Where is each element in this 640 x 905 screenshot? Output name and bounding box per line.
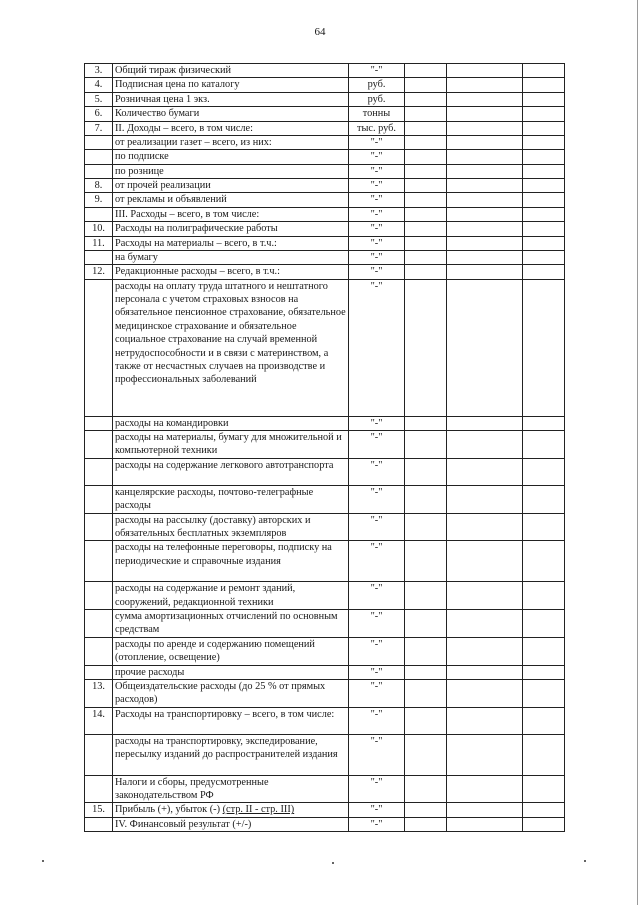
empty-value-cell xyxy=(447,803,523,817)
empty-value-cell xyxy=(405,135,447,149)
row-unit-cell: "-" xyxy=(349,734,405,775)
empty-value-cell xyxy=(523,416,565,430)
row-description-cell xyxy=(113,236,349,250)
row-description: от реализации газет – всего, из них: xyxy=(115,136,272,148)
row-description-cell xyxy=(113,431,349,459)
empty-value-cell xyxy=(447,679,523,707)
row-unit-cell: "-" xyxy=(349,250,405,264)
row-description: расходы на содержание и ремонт зданий, сооружений, редакционной техники xyxy=(115,583,296,608)
row-number-cell xyxy=(85,164,113,178)
row-description: прочие расходы xyxy=(115,666,185,678)
empty-value-cell xyxy=(405,431,447,459)
row-unit-cell: руб. xyxy=(349,78,405,92)
scan-speck xyxy=(584,860,586,862)
empty-value-cell xyxy=(405,775,447,803)
empty-value-cell xyxy=(405,279,447,416)
row-description: Прибыль (+), убыток (-) xyxy=(115,804,223,816)
table-row xyxy=(85,78,565,92)
empty-value-cell xyxy=(523,458,565,485)
empty-value-cell xyxy=(523,250,565,264)
empty-value-cell xyxy=(523,150,565,164)
row-description: IV. Финансовый результат (+/-) xyxy=(115,818,252,830)
row-number-cell xyxy=(85,775,113,803)
row-description: по подписке xyxy=(115,151,169,163)
row-unit-cell: тонны xyxy=(349,107,405,121)
empty-value-cell xyxy=(405,150,447,164)
row-unit-cell: "-" xyxy=(349,64,405,78)
row-description-cell xyxy=(113,207,349,221)
empty-value-cell xyxy=(523,817,565,831)
table-row xyxy=(85,265,565,279)
row-description-cell xyxy=(113,637,349,665)
row-description-cell xyxy=(113,775,349,803)
row-description: расходы на материалы, бумагу для множительной и компьютерной техники xyxy=(115,432,342,457)
empty-value-cell xyxy=(405,485,447,513)
row-description-cell xyxy=(113,665,349,679)
row-number-cell xyxy=(85,637,113,665)
row-number-cell xyxy=(85,610,113,638)
empty-value-cell xyxy=(405,179,447,193)
row-number-cell xyxy=(85,485,113,513)
row-unit-cell: "-" xyxy=(349,207,405,221)
row-description-cell xyxy=(113,164,349,178)
empty-value-cell xyxy=(447,64,523,78)
empty-value-cell xyxy=(447,236,523,250)
table-row xyxy=(85,207,565,221)
row-description: сумма амортизационных отчислений по основным средствам xyxy=(115,611,338,636)
table-row xyxy=(85,485,565,513)
table-row xyxy=(85,817,565,831)
row-description: Подписная цена по каталогу xyxy=(115,79,240,91)
row-description: расходы на транспортировку, экспедирование, пересылку изданий до распространителей издания xyxy=(115,735,338,760)
empty-value-cell xyxy=(405,193,447,207)
table-row xyxy=(85,637,565,665)
row-description: расходы на телефонные переговоры, подписку на периодические и справочные издания xyxy=(115,542,332,567)
row-description: расходы на рассылку (доставку) авторских и обязательных бесплатных экземпляров xyxy=(115,514,311,539)
row-number-cell xyxy=(85,135,113,149)
row-description-cell xyxy=(113,64,349,78)
table-row xyxy=(85,416,565,430)
row-description-cell xyxy=(113,250,349,264)
row-description: III. Расходы – всего, в том числе: xyxy=(115,208,260,220)
table-row xyxy=(85,707,565,734)
row-description-cell xyxy=(113,279,349,416)
row-unit-cell: "-" xyxy=(349,431,405,459)
empty-value-cell xyxy=(405,265,447,279)
empty-value-cell xyxy=(523,734,565,775)
row-description-cell xyxy=(113,458,349,485)
empty-value-cell xyxy=(405,817,447,831)
row-description: от прочей реализации xyxy=(115,180,211,191)
table-row xyxy=(85,431,565,459)
scan-speck xyxy=(42,860,44,862)
row-number-cell xyxy=(85,207,113,221)
row-description: Общеиздательские расходы (до 25 % от прямых расходов) xyxy=(115,680,326,706)
row-unit-cell: "-" xyxy=(349,817,405,831)
row-number-cell xyxy=(85,665,113,679)
empty-value-cell xyxy=(447,78,523,92)
table-row xyxy=(85,236,565,250)
empty-value-cell xyxy=(405,207,447,221)
table-row xyxy=(85,775,565,803)
row-unit-cell: "-" xyxy=(349,775,405,803)
empty-value-cell xyxy=(405,416,447,430)
empty-value-cell xyxy=(405,707,447,734)
row-description: расходы на командировки xyxy=(115,417,229,429)
row-unit-cell: "-" xyxy=(349,135,405,149)
empty-value-cell xyxy=(523,265,565,279)
table-row xyxy=(85,513,565,541)
row-description-cell xyxy=(113,707,349,734)
empty-value-cell xyxy=(405,610,447,638)
row-number-cell xyxy=(85,734,113,775)
row-unit-cell: "-" xyxy=(349,416,405,430)
empty-value-cell xyxy=(523,775,565,803)
row-unit-cell: "-" xyxy=(349,164,405,178)
empty-value-cell xyxy=(405,164,447,178)
row-description: Расходы на полиграфические работы xyxy=(115,223,278,235)
empty-value-cell xyxy=(405,64,447,78)
row-unit-cell: "-" xyxy=(349,679,405,707)
row-number-cell xyxy=(85,513,113,541)
empty-value-cell xyxy=(523,179,565,193)
row-number-cell: 9. xyxy=(85,193,113,207)
empty-value-cell xyxy=(405,582,447,610)
row-unit-cell: "-" xyxy=(349,179,405,193)
empty-value-cell xyxy=(523,541,565,582)
table-row xyxy=(85,92,565,106)
row-unit-cell: "-" xyxy=(349,665,405,679)
row-description-cell xyxy=(113,610,349,638)
row-number-cell xyxy=(85,458,113,485)
row-description: расходы на содержание легкового автотранспорта xyxy=(115,459,334,471)
empty-value-cell xyxy=(447,164,523,178)
empty-value-cell xyxy=(447,250,523,264)
empty-value-cell xyxy=(523,207,565,221)
row-description-cell xyxy=(113,135,349,149)
row-number-cell: 14. xyxy=(85,707,113,734)
empty-value-cell xyxy=(405,513,447,541)
row-description: по рознице xyxy=(115,165,164,177)
empty-value-cell xyxy=(405,222,447,236)
row-description-formula: (стр. II - стр. III) xyxy=(222,804,295,816)
row-number-cell xyxy=(85,817,113,831)
empty-value-cell xyxy=(523,222,565,236)
row-number-cell: 8. xyxy=(85,179,113,193)
table-row xyxy=(85,541,565,582)
empty-value-cell xyxy=(523,610,565,638)
table-row xyxy=(85,582,565,610)
empty-value-cell xyxy=(523,485,565,513)
table-row xyxy=(85,665,565,679)
row-description: канцелярские расходы, почтово-телеграфные расходы xyxy=(115,486,314,512)
empty-value-cell xyxy=(523,637,565,665)
table-row xyxy=(85,279,565,416)
empty-value-cell xyxy=(447,665,523,679)
empty-value-cell xyxy=(447,734,523,775)
empty-value-cell xyxy=(405,734,447,775)
row-unit-cell: тыс. руб. xyxy=(349,121,405,135)
empty-value-cell xyxy=(405,121,447,135)
empty-value-cell xyxy=(405,236,447,250)
row-description-cell xyxy=(113,817,349,831)
page-number: 64 xyxy=(314,26,326,38)
empty-value-cell xyxy=(405,637,447,665)
row-unit-cell: "-" xyxy=(349,265,405,279)
empty-value-cell xyxy=(447,610,523,638)
table-row xyxy=(85,150,565,164)
row-description-cell xyxy=(113,734,349,775)
row-number-cell xyxy=(85,582,113,610)
row-description: II. Доходы – всего, в том числе: xyxy=(115,122,253,134)
empty-value-cell xyxy=(447,279,523,416)
row-number-cell: 4. xyxy=(85,78,113,92)
empty-value-cell xyxy=(447,458,523,485)
row-description: Розничная цена 1 экз. xyxy=(115,93,210,105)
empty-value-cell xyxy=(447,431,523,459)
row-description: Общий тираж физический xyxy=(115,65,231,76)
empty-value-cell xyxy=(405,679,447,707)
table-row xyxy=(85,458,565,485)
empty-value-cell xyxy=(523,679,565,707)
row-unit-cell: "-" xyxy=(349,513,405,541)
empty-value-cell xyxy=(447,150,523,164)
empty-value-cell xyxy=(447,637,523,665)
table-row xyxy=(85,135,565,149)
empty-value-cell xyxy=(405,78,447,92)
row-unit-cell: "-" xyxy=(349,485,405,513)
empty-value-cell xyxy=(523,431,565,459)
empty-value-cell xyxy=(447,775,523,803)
empty-value-cell xyxy=(523,107,565,121)
row-unit-cell: "-" xyxy=(349,222,405,236)
row-description: расходы по аренде и содержанию помещений (отопление, освещение) xyxy=(115,638,315,664)
empty-value-cell xyxy=(405,107,447,121)
row-description: Количество бумаги xyxy=(115,108,200,120)
row-number-cell: 12. xyxy=(85,265,113,279)
row-number-cell: 11. xyxy=(85,236,113,250)
row-description-cell xyxy=(113,541,349,582)
row-number-cell xyxy=(85,150,113,164)
row-description-cell xyxy=(113,679,349,707)
table-row xyxy=(85,193,565,207)
empty-value-cell xyxy=(447,193,523,207)
row-number-cell xyxy=(85,250,113,264)
empty-value-cell xyxy=(447,207,523,221)
table-row xyxy=(85,734,565,775)
row-number-cell: 13. xyxy=(85,679,113,707)
row-description: расходы на оплату труда штатного и нештатного персонала с учетом страховых взносов на обязательное пенсионное страхование, обязательное медицинское страхование и обязательное социальное страхование на случай временной нетрудоспособности и в связи с материнством, а также от несчастных случаев на производстве и профессиональных заболеваний xyxy=(115,280,346,386)
row-unit-cell: "-" xyxy=(349,582,405,610)
empty-value-cell xyxy=(523,582,565,610)
empty-value-cell xyxy=(447,92,523,106)
empty-value-cell xyxy=(405,92,447,106)
row-description-cell xyxy=(113,416,349,430)
row-number-cell xyxy=(85,541,113,582)
row-description-cell xyxy=(113,121,349,135)
empty-value-cell xyxy=(523,78,565,92)
row-number-cell: 15. xyxy=(85,803,113,817)
empty-value-cell xyxy=(447,485,523,513)
empty-value-cell xyxy=(523,193,565,207)
financial-plan-table xyxy=(84,63,565,832)
empty-value-cell xyxy=(405,803,447,817)
row-description-cell xyxy=(113,179,349,193)
table-row xyxy=(85,803,565,817)
row-number-cell: 10. xyxy=(85,222,113,236)
row-description-cell xyxy=(113,193,349,207)
row-description-cell xyxy=(113,513,349,541)
empty-value-cell xyxy=(523,135,565,149)
row-description-cell xyxy=(113,92,349,106)
table-row xyxy=(85,107,565,121)
empty-value-cell xyxy=(405,250,447,264)
row-unit-cell: "-" xyxy=(349,279,405,416)
row-description-cell xyxy=(113,78,349,92)
table-row xyxy=(85,610,565,638)
row-description-cell xyxy=(113,265,349,279)
row-description: от рекламы и объявлений xyxy=(115,194,227,206)
table-row xyxy=(85,179,565,193)
empty-value-cell xyxy=(523,707,565,734)
empty-value-cell xyxy=(447,817,523,831)
empty-value-cell xyxy=(523,64,565,78)
empty-value-cell xyxy=(447,582,523,610)
row-unit-cell: "-" xyxy=(349,803,405,817)
empty-value-cell xyxy=(523,121,565,135)
empty-value-cell xyxy=(523,803,565,817)
empty-value-cell xyxy=(523,236,565,250)
row-number-cell: 5. xyxy=(85,92,113,106)
empty-value-cell xyxy=(447,222,523,236)
empty-value-cell xyxy=(523,513,565,541)
row-description-cell xyxy=(113,582,349,610)
row-description-cell xyxy=(113,222,349,236)
row-unit-cell: "-" xyxy=(349,637,405,665)
row-description-cell xyxy=(113,485,349,513)
row-description: Редакционные расходы – всего, в т.ч.: xyxy=(115,266,280,278)
table-row xyxy=(85,679,565,707)
empty-value-cell xyxy=(447,179,523,193)
empty-value-cell xyxy=(405,458,447,485)
row-unit-cell: "-" xyxy=(349,707,405,734)
row-description: Налоги и сборы, предусмотренные законодательством РФ xyxy=(115,776,269,801)
empty-value-cell xyxy=(523,164,565,178)
row-number-cell xyxy=(85,431,113,459)
empty-value-cell xyxy=(405,541,447,582)
empty-value-cell xyxy=(523,665,565,679)
row-unit-cell: "-" xyxy=(349,150,405,164)
row-description-cell xyxy=(113,150,349,164)
empty-value-cell xyxy=(447,416,523,430)
row-description: Расходы на материалы – всего, в т.ч.: xyxy=(115,237,277,249)
table-row xyxy=(85,121,565,135)
empty-value-cell xyxy=(447,107,523,121)
empty-value-cell xyxy=(523,92,565,106)
row-number-cell: 7. xyxy=(85,121,113,135)
empty-value-cell xyxy=(447,265,523,279)
empty-value-cell xyxy=(447,121,523,135)
row-number-cell xyxy=(85,416,113,430)
empty-value-cell xyxy=(447,541,523,582)
empty-value-cell xyxy=(447,135,523,149)
table-row xyxy=(85,164,565,178)
empty-value-cell xyxy=(405,665,447,679)
table-row xyxy=(85,222,565,236)
row-description-cell xyxy=(113,803,349,817)
row-unit-cell: "-" xyxy=(349,610,405,638)
row-description: на бумагу xyxy=(115,251,158,263)
row-unit-cell: руб. xyxy=(349,92,405,106)
row-number-cell: 3. xyxy=(85,64,113,78)
row-unit-cell: "-" xyxy=(349,236,405,250)
row-unit-cell: "-" xyxy=(349,458,405,485)
table-row xyxy=(85,250,565,264)
empty-value-cell xyxy=(447,707,523,734)
scan-speck xyxy=(332,862,334,864)
row-number-cell xyxy=(85,279,113,416)
table-row xyxy=(85,64,565,78)
row-description: Расходы на транспортировку – всего, в том числе: xyxy=(115,708,335,720)
row-unit-cell: "-" xyxy=(349,541,405,582)
empty-value-cell xyxy=(447,513,523,541)
scan-edge xyxy=(637,0,638,905)
row-number-cell: 6. xyxy=(85,107,113,121)
row-description-cell xyxy=(113,107,349,121)
empty-value-cell xyxy=(523,279,565,416)
row-unit-cell: "-" xyxy=(349,193,405,207)
